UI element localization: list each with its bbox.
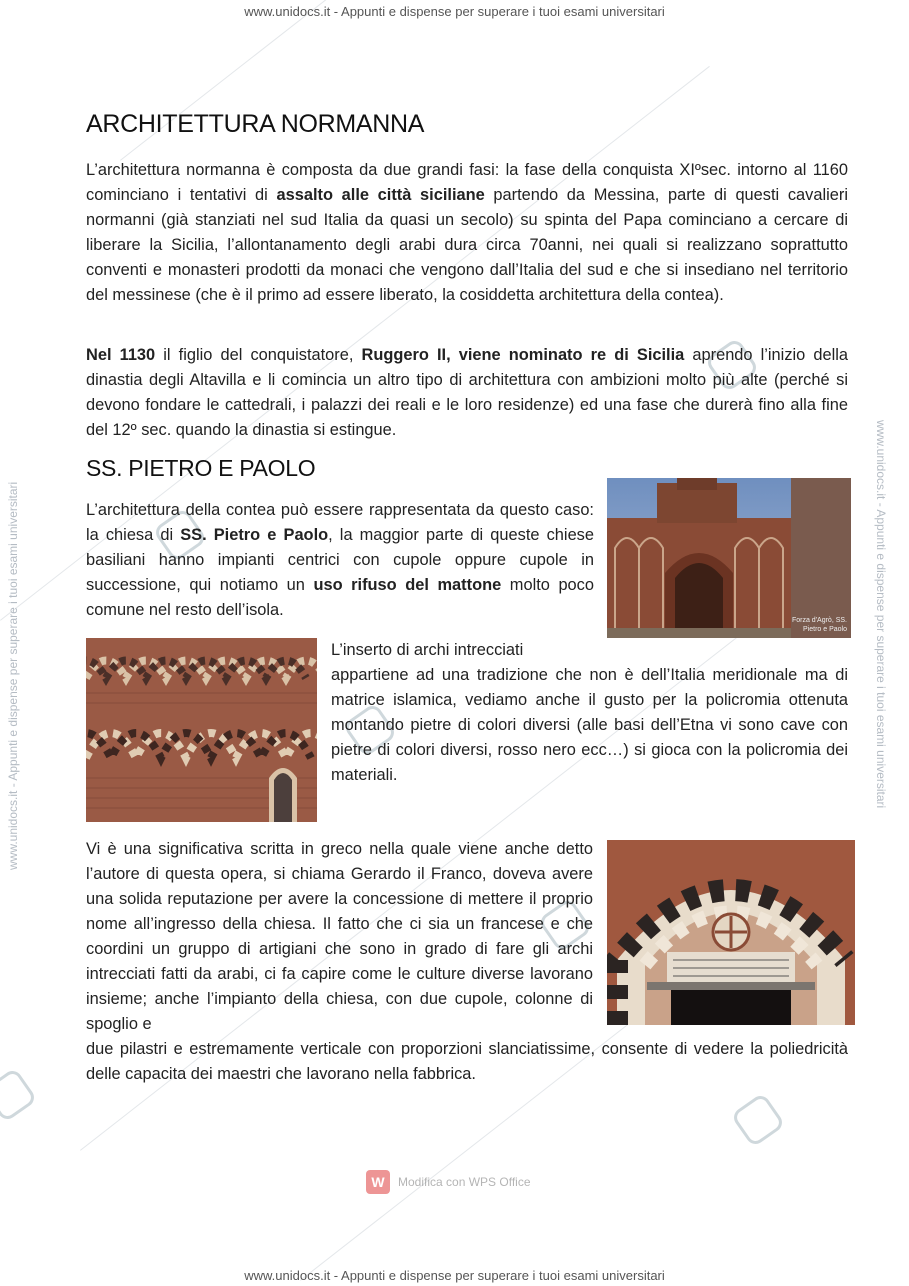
wps-logo-icon: W xyxy=(366,1170,390,1194)
right-side-watermark: www.unidocs.it - Appunti e dispense per superare i tuoi esami universitari xyxy=(874,420,888,809)
paragraph-gerardo-tail: due pilastri e estremamente verticale con proporzioni slanciatissime, consente di vedere la poliedricità delle capacita dei maestri che lavorano nella fabbrica. xyxy=(86,1040,848,1083)
interlaced-arches-photo xyxy=(86,638,317,822)
section-heading: SS. PIETRO E PAOLO xyxy=(86,455,316,481)
unidocs-logo-watermark xyxy=(0,1067,38,1123)
left-side-watermark: www.unidocs.it - Appunti e dispense per superare i tuoi esami universitari xyxy=(6,481,20,870)
portal-inscription-photo xyxy=(607,840,855,1025)
photo-caption: Forza d'Agrò, SS. Pietro e Paolo xyxy=(791,617,847,633)
church-facade-photo xyxy=(607,478,851,638)
paragraph-archi: appartiene ad una tradizione che non è dell’Italia meridionale ma di matrice islamica, vediamo anche il gusto per la policromia ottenuta montando pietre di colori diversi (alle basi dell’Etna vi sono cave con pietre di colori diversi, rosso nero ecc…) si gioca con la policromia dei materiali. xyxy=(331,666,848,784)
page-title: ARCHITETTURA NORMANNA xyxy=(86,110,425,138)
paragraph-ruggero: Nel 1130 il figlio del conquistatore, Ruggero II, viene nominato re di Sicilia aprendo l’inizio della dinastia degli Altavilla e li comincia un altro tipo di architettura con ambizioni molto più alte (perché si devono fondare le cattedrali, i palazzi dei reali e le loro residenze) ed una fase che durerà fino alla fine del 12º sec. quando la dinastia si estingue. xyxy=(86,346,849,439)
paragraph-contea: L’architettura della contea può essere rappresentata da questo caso: la chiesa di SS. Pietro e Paolo, la maggior parte di queste chiese basiliani hanno impianti centrici con cupole oppure cupole in successione, qui notiamo un uso rifuso del mattone molto poco comune nel resto dell’isola. xyxy=(86,501,594,619)
wps-label: Modifica con WPS Office xyxy=(398,1175,531,1189)
wps-office-badge[interactable] xyxy=(366,1170,531,1194)
unidocs-logo-watermark xyxy=(730,1092,786,1148)
paragraph-intro: L’architettura normanna è composta da due grandi fasi: la fase della conquista XIºsec. intorno al 1160 cominciano i tentativi di assalto alle città siciliane partendo da Messina, parte di questi cavalieri normanni (già stanziati nel sud Italia da quasi un secolo) su spinta del Papa cominciano a cercare di liberare la Sicilia, l’allontanamento degli arabi dura circa 70anni, nei quali si realizzano soprattutto conventi e monasteri prodotti da monaci che vengono dall’Italia del sud e che si insediano nel territorio del messinese (che è il primo ad essere liberato, la cosiddetta architettura della contea). xyxy=(86,161,848,304)
top-watermark: www.unidocs.it - Appunti e dispense per superare i tuoi esami universitari xyxy=(244,4,665,19)
bottom-watermark: www.unidocs.it - Appunti e dispense per superare i tuoi esami universitari xyxy=(244,1268,665,1283)
paragraph-gerardo: Vi è una significativa scritta in greco nella quale viene anche detto l’autore di questa opera, si chiama Gerardo il Franco, doveva avere una solida reputazione per avere la concessione di mettere il proprio nome all’ingresso della chiesa. Il fatto che ci sia un francese e che coordini un gruppo di artigiani che sono in grado di fare gli archi intrecciati fatti da arabi, ci fa capire come le culture diverse lavorano insieme; anche l’impianto della chiesa, con due cupole, colonne di spoglio e xyxy=(86,840,593,1033)
paragraph-archi-first: L’inserto di archi intrecciati xyxy=(331,641,524,659)
